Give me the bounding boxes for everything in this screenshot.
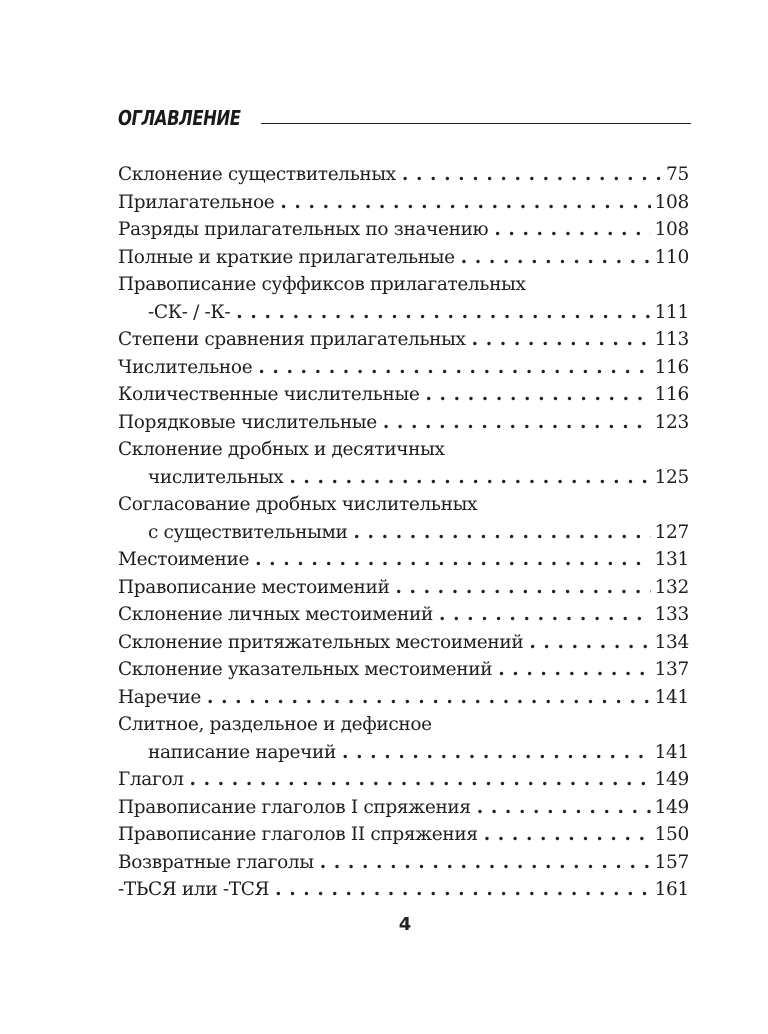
page-number: 4	[398, 914, 412, 935]
toc-entry-title: Полные и краткие прилагательные	[118, 246, 455, 268]
toc-entry[interactable]	[118, 244, 689, 272]
toc-entry[interactable]	[118, 574, 689, 602]
dot-leader	[342, 739, 651, 767]
toc-entry-page: 123	[654, 411, 689, 433]
toc-entry-title: Правописание местоимений	[118, 576, 390, 598]
toc-entry[interactable]	[118, 189, 689, 217]
toc-entry-page: 157	[654, 851, 689, 873]
toc-entry-page: 110	[654, 246, 689, 268]
toc-entry-title-continuation: написание наречий	[148, 741, 336, 763]
toc-heading-row	[118, 104, 691, 134]
dot-leader	[190, 766, 651, 794]
toc-entry-title: Количественные числительные	[118, 384, 420, 405]
toc-entry[interactable]	[118, 629, 689, 657]
toc-entry-continuation[interactable]	[118, 739, 689, 767]
toc-entry-title: Разряды прилагательных по значению	[118, 219, 489, 240]
toc-entry[interactable]	[118, 601, 689, 629]
toc-entry-title: Склонение личных местоимений	[118, 604, 433, 625]
dot-leader	[236, 299, 650, 327]
toc-entry-title: Прилагательное	[118, 191, 275, 213]
page-title: ОГЛАВЛЕНИЕ	[118, 106, 241, 130]
toc-entry-title: Глагол	[118, 769, 184, 790]
toc-entry[interactable]	[118, 849, 689, 877]
toc-entry-page: 127	[654, 521, 689, 543]
toc-entry-page: 161	[654, 879, 689, 900]
toc-entry-title-continuation: -СК- / -К-	[148, 301, 231, 323]
dot-leader	[402, 161, 662, 189]
toc-entry[interactable]	[118, 794, 689, 822]
toc-entry-title: Правописание глаголов I спряжения	[118, 796, 471, 818]
toc-entry-title: Согласование дробных числительных	[118, 494, 478, 515]
dot-leader	[280, 189, 650, 217]
dot-leader	[439, 601, 651, 629]
dot-leader	[258, 354, 650, 382]
toc-entry-first-line[interactable]	[118, 711, 689, 739]
toc-entry-title: Склонение указательных местоимений	[118, 659, 493, 680]
dot-leader	[275, 876, 650, 904]
dot-leader	[425, 381, 650, 409]
dot-leader	[207, 684, 651, 712]
toc-entry-page: 125	[654, 466, 689, 488]
dot-leader	[289, 464, 650, 492]
dot-leader	[477, 794, 651, 822]
toc-entry-page: 111	[654, 301, 689, 323]
dot-leader	[353, 519, 650, 547]
toc-entry-title: Местоимение	[118, 549, 250, 570]
toc-entry-title: Числительное	[118, 356, 253, 378]
toc-entry-title: Порядковые числительные	[118, 411, 377, 433]
toc-entry-title: Склонение дробных и десятичных	[118, 439, 445, 460]
table-of-contents	[118, 161, 689, 904]
toc-entry[interactable]	[118, 354, 689, 382]
toc-entry[interactable]	[118, 381, 689, 409]
toc-entry-page: 134	[654, 631, 689, 653]
toc-entry-title: -ТЬСЯ или -ТСЯ	[118, 879, 270, 900]
toc-entry-page: 132	[654, 576, 689, 598]
toc-entry[interactable]	[118, 766, 689, 794]
dot-leader	[395, 574, 650, 602]
dot-leader	[255, 546, 651, 574]
dot-leader	[472, 326, 651, 354]
heading-divider	[261, 123, 691, 124]
toc-entry-page: 113	[654, 329, 689, 350]
toc-entry-first-line[interactable]	[118, 491, 689, 519]
toc-entry-page: 108	[654, 219, 689, 240]
toc-entry-page: 75	[666, 164, 689, 185]
dot-leader	[320, 849, 651, 877]
toc-entry[interactable]	[118, 216, 689, 244]
toc-entry[interactable]	[118, 684, 689, 712]
toc-entry[interactable]	[118, 161, 689, 189]
toc-entry-page: 131	[654, 549, 689, 570]
toc-entry-title: Правописание глаголов II спряжения	[118, 824, 478, 845]
toc-entry[interactable]	[118, 326, 689, 354]
toc-entry-title: Наречие	[118, 686, 202, 708]
toc-entry-continuation[interactable]	[118, 464, 689, 492]
toc-entry-title-continuation: числительных	[148, 466, 284, 488]
dot-leader	[529, 629, 650, 657]
toc-entry-first-line[interactable]	[118, 436, 689, 464]
toc-entry-page: 149	[654, 796, 689, 818]
toc-entry-page: 141	[654, 741, 689, 763]
dot-leader	[383, 409, 651, 437]
toc-entry-first-line[interactable]	[118, 271, 689, 299]
toc-entry-page: 141	[654, 686, 689, 708]
toc-entry[interactable]	[118, 409, 689, 437]
toc-entry-page: 116	[654, 384, 689, 405]
toc-entry-continuation[interactable]	[118, 299, 689, 327]
toc-entry-page: 149	[654, 769, 689, 790]
toc-entry-continuation[interactable]	[118, 519, 689, 547]
toc-entry-title-continuation: с существительными	[148, 521, 348, 543]
toc-entry[interactable]	[118, 546, 689, 574]
toc-entry-title: Степени сравнения прилагательных	[118, 329, 466, 350]
toc-entry-title: Правописание суффиксов прилагательных	[118, 274, 526, 295]
toc-entry-title: Возвратные глаголы	[118, 851, 314, 873]
toc-entry-title: Склонение существительных	[118, 164, 396, 185]
dot-leader	[498, 656, 650, 684]
toc-entry-page: 137	[654, 659, 689, 680]
dot-leader	[484, 821, 651, 849]
toc-entry-page: 108	[654, 191, 689, 213]
toc-entry-page: 133	[654, 604, 689, 625]
toc-entry-title: Слитное, раздельное и дефисное	[118, 714, 432, 735]
toc-entry[interactable]	[118, 876, 689, 904]
toc-entry-page: 150	[654, 824, 689, 845]
dot-leader	[461, 244, 651, 272]
toc-entry-page: 116	[654, 356, 689, 378]
toc-entry[interactable]	[118, 656, 689, 684]
toc-entry-title: Склонение притяжательных местоимений	[118, 631, 524, 653]
dot-leader	[494, 216, 650, 244]
toc-entry[interactable]	[118, 821, 689, 849]
